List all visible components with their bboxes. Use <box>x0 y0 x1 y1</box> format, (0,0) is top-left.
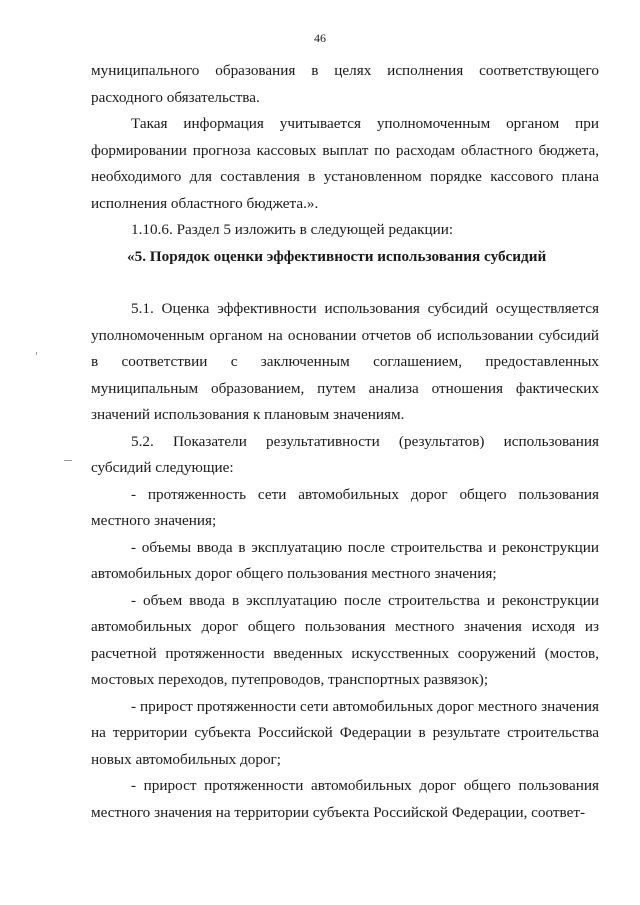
list-item: - объем ввода в эксплуатацию после строительства и реконструкции автомобильных дорог общего пользования местного значения исходя из расчетной протяженности введенных искусственных сооружений (мостов, мостовых переходов, путепроводов, транспортных развязок); <box>91 591 599 688</box>
list-item: - протяженность сети автомобильных дорог общего пользования местного значения; <box>91 485 599 529</box>
paragraph-5-2: 5.2. Показатели результативности (результатов) использования субсидий следующие: <box>91 432 599 476</box>
paragraph-info-usage: Такая информация учитывается уполномоченным органом при формировании прогноза кассовых выплат по расходам областного бюджета, необходимого для составления в установленном порядке кассового плана исполнения областного бюджета.». <box>91 115 599 212</box>
list-item: - объемы ввода в эксплуатацию после строительства и реконструкции автомобильных дорог общего пользования местного значения; <box>91 538 599 582</box>
list-item: - прирост протяженности сети автомобильных дорог местного значения на территории субъекта Российской Федерации в результате строительства новых автомобильных дорог; <box>91 697 599 768</box>
list-item: - прирост протяженности автомобильных дорог общего пользования местного значения на территории субъекта Российской Федерации, соответ- <box>91 777 599 821</box>
page-number: 46 <box>314 31 326 45</box>
document-body <box>91 58 599 826</box>
scan-mark <box>64 460 72 461</box>
spacer <box>91 270 599 296</box>
paragraph-continuation: муниципального образования в целях исполнения соответствующего расходного обязательства. <box>91 62 599 106</box>
paragraph-amendment: 1.10.6. Раздел 5 изложить в следующей редакции: <box>131 221 454 238</box>
paragraph-5-1: 5.1. Оценка эффективности использования субсидий осуществляется уполномоченным органом на основании отчетов об использовании субсидий в соответствии с заключенным соглашением, предоставленных муниципальным образованием, путем анализа отношения фактических значений использования к плановым значениям. <box>91 300 599 423</box>
section-heading: «5. Порядок оценки эффективности использования субсидий <box>127 247 547 265</box>
scan-mark <box>36 352 37 355</box>
